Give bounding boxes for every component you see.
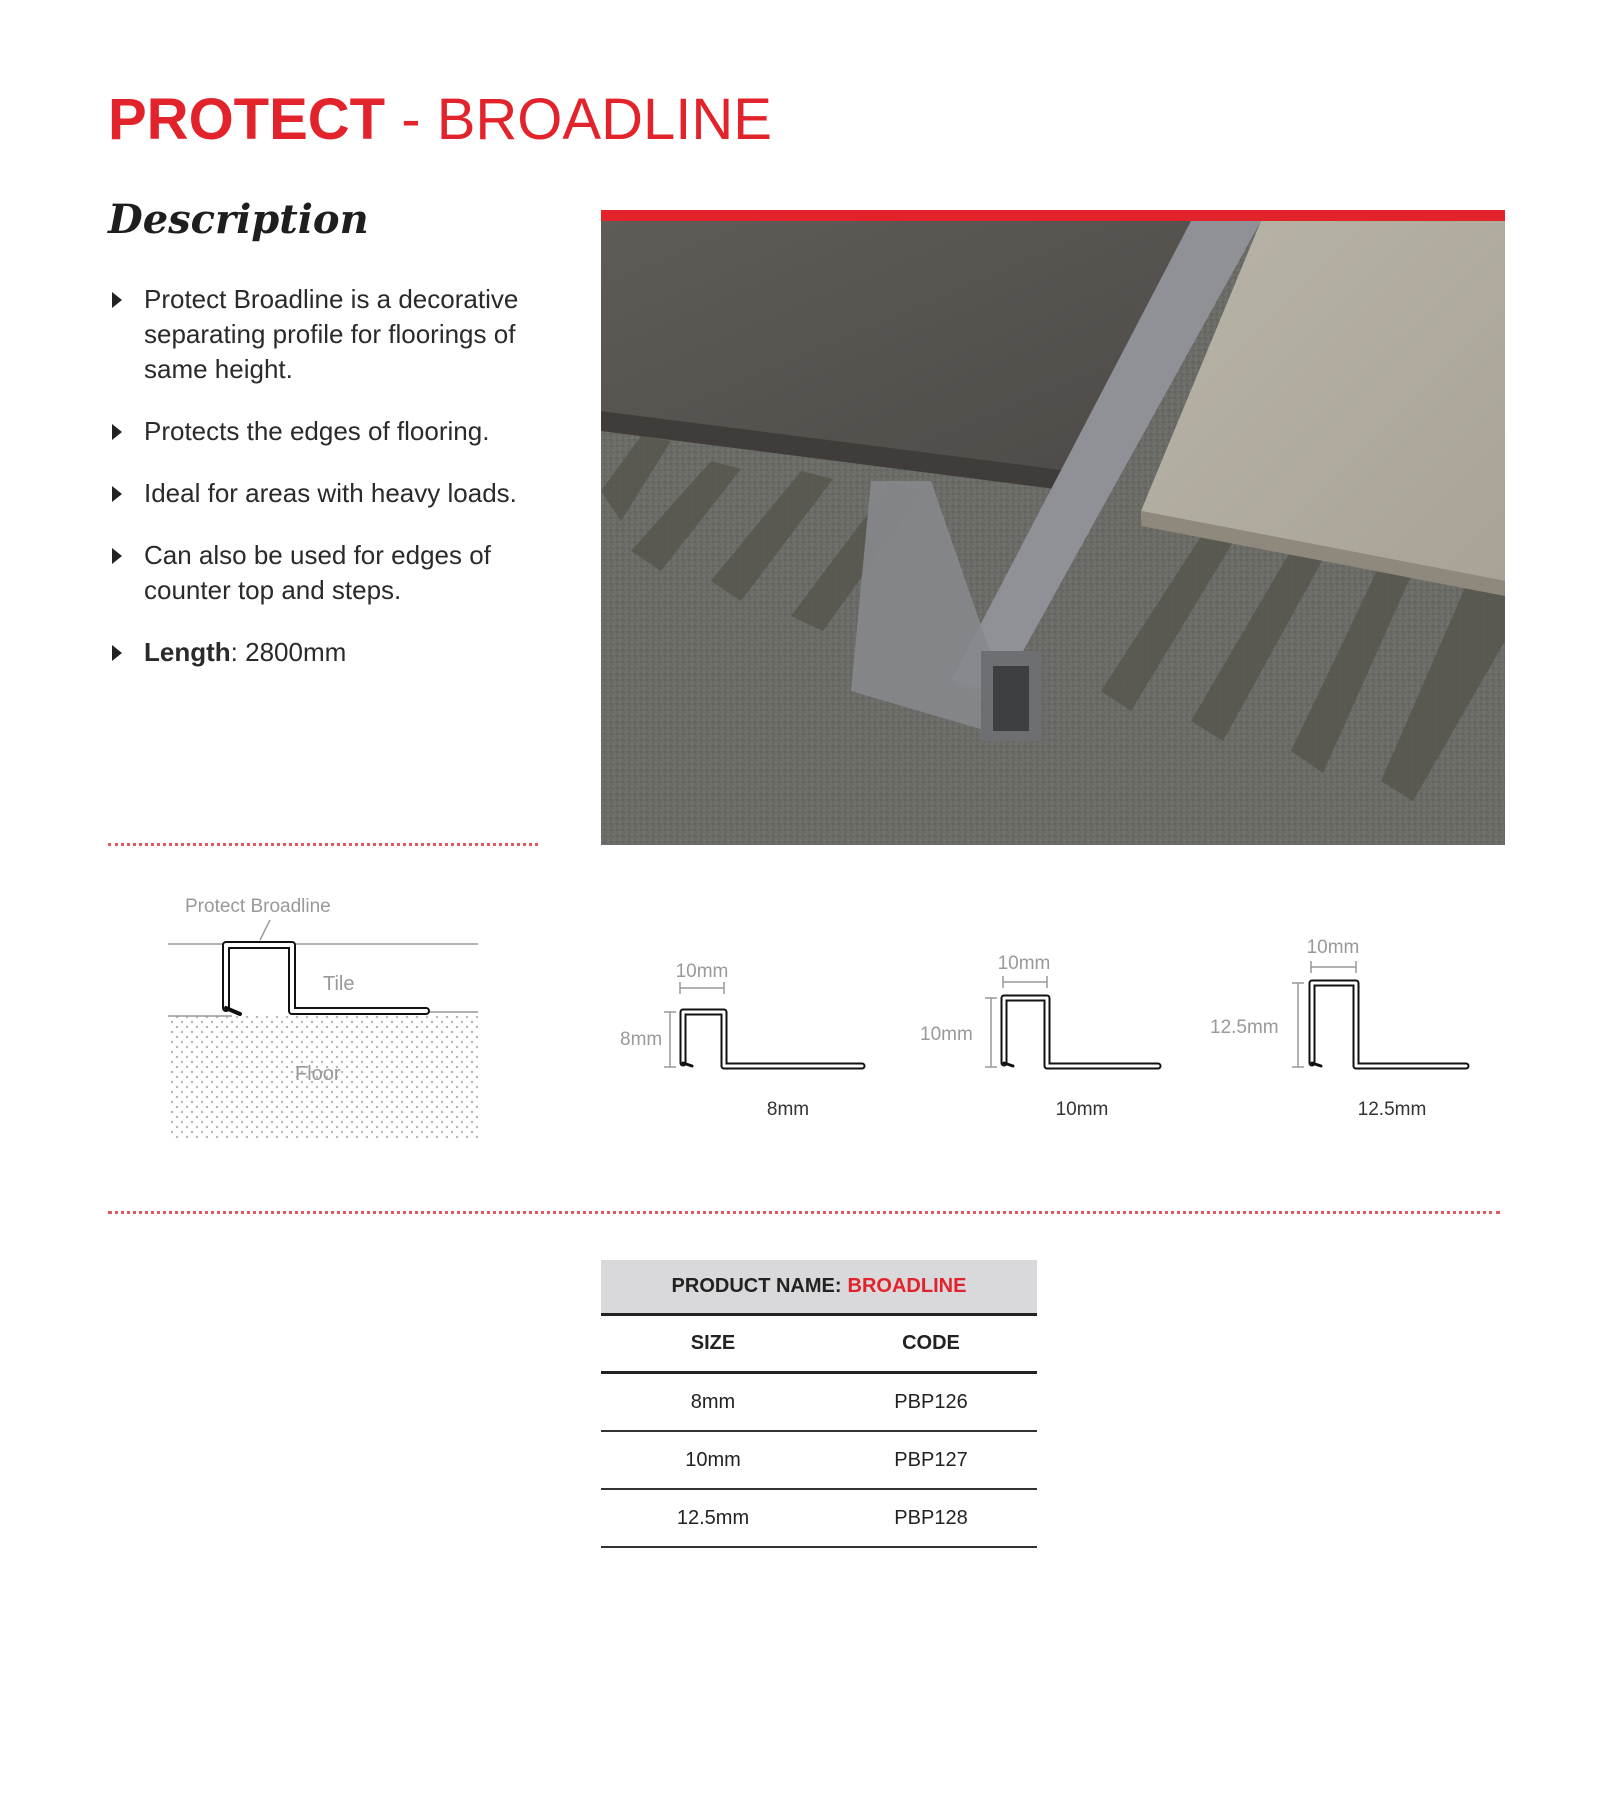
diagram-floor-label: Floor <box>295 1063 341 1085</box>
profile-size-label: 10mm <box>1055 1099 1109 1120</box>
cell-size: 12.5mm <box>676 1506 750 1529</box>
product-table <box>601 1260 1037 1548</box>
table-row <box>601 1374 1037 1432</box>
bullet-arrow-icon <box>112 645 122 661</box>
bullet-arrow-icon <box>112 424 122 440</box>
title-brand: PROTECT <box>108 87 386 152</box>
cell-code: PBP127 <box>894 1448 968 1471</box>
description-heading: Description <box>108 196 369 243</box>
profile-8mm <box>620 961 862 1120</box>
table-header-row <box>601 1316 1037 1374</box>
description-list <box>108 282 558 697</box>
description-item: Protect Broadline is a decorative separating profile for floorings of same height. <box>108 282 558 387</box>
section-divider <box>108 1211 1500 1214</box>
diagram-product-label: Protect Broadline <box>185 896 331 917</box>
col-code-header: CODE <box>902 1332 960 1354</box>
profile-height-label: 8mm <box>620 1029 663 1050</box>
bullet-arrow-icon <box>112 486 122 502</box>
label-leader-line <box>260 920 270 940</box>
product-name-label: PRODUCT NAME: <box>671 1275 842 1297</box>
profile-size-label: 8mm <box>766 1099 810 1120</box>
product-name-value: BROADLINE <box>847 1275 967 1297</box>
cell-size: 8mm <box>690 1390 736 1413</box>
profile-12-5mm <box>1210 937 1466 1120</box>
length-label: Length <box>144 637 231 667</box>
cell-size: 10mm <box>685 1448 741 1471</box>
title-product: BROADLINE <box>436 87 772 152</box>
length-value: : 2800mm <box>230 637 347 667</box>
section-divider <box>108 843 538 846</box>
profile-width-label: 10mm <box>675 961 729 982</box>
bullet-arrow-icon <box>112 292 122 308</box>
diagram-tile-label: Tile <box>323 973 355 995</box>
bullet-arrow-icon <box>112 548 122 564</box>
profile-anchor <box>226 1008 240 1014</box>
profile-width-label: 10mm <box>1306 937 1360 958</box>
installation-diagram <box>160 890 490 1140</box>
photo-accent-bar <box>601 210 1505 221</box>
profile-10mm <box>920 953 1158 1120</box>
description-item-length <box>108 635 558 670</box>
table-row <box>601 1432 1037 1490</box>
table-row <box>601 1490 1037 1548</box>
profile-size-diagrams <box>620 930 1500 1130</box>
col-size-header: SIZE <box>690 1332 736 1354</box>
description-item: Can also be used for edges of counter top and steps. <box>108 538 558 608</box>
profile-height-label: 10mm <box>920 1024 973 1045</box>
page-title <box>108 80 772 160</box>
profile-height-label: 12.5mm <box>1210 1017 1279 1038</box>
profile-width-label: 10mm <box>997 953 1051 974</box>
product-photo <box>601 210 1505 845</box>
description-item: Ideal for areas with heavy loads. <box>108 476 558 511</box>
table-title <box>601 1260 1037 1316</box>
product-photo-illustration <box>601 221 1505 845</box>
profile-size-label: 12.5mm <box>1357 1099 1427 1120</box>
title-separator: - <box>401 87 421 152</box>
cell-code: PBP128 <box>894 1506 968 1529</box>
description-item: Protects the edges of flooring. <box>108 414 558 449</box>
cell-code: PBP126 <box>894 1390 968 1413</box>
